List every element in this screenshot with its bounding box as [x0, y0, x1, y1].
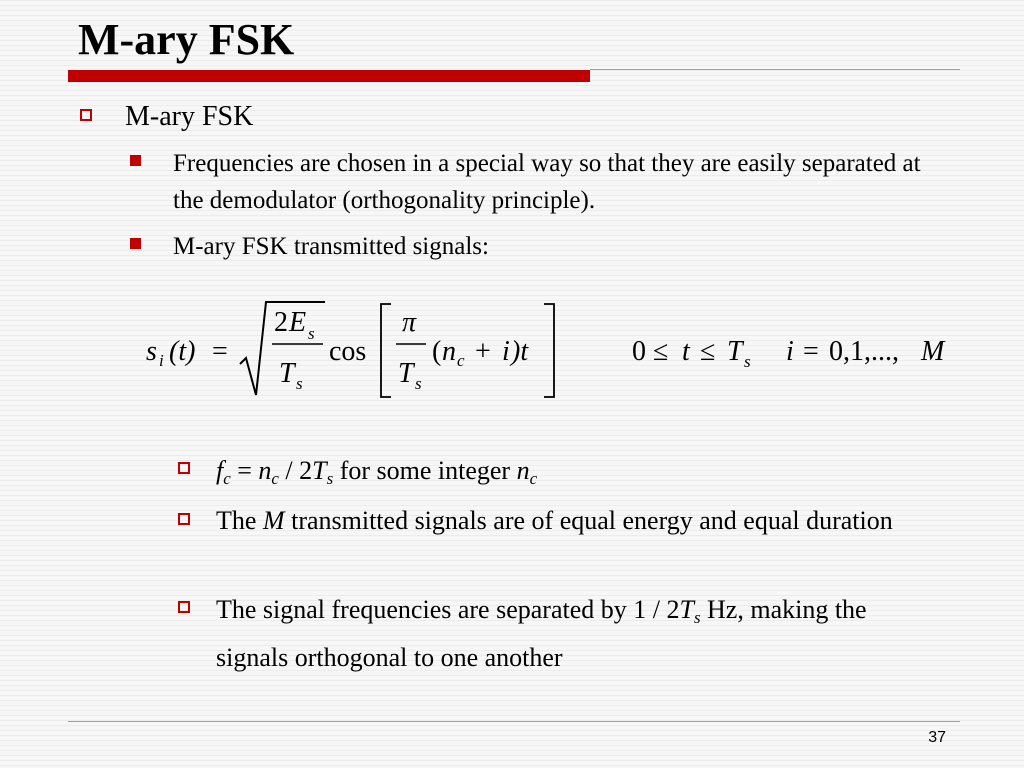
eq-le: ≤ — [653, 336, 669, 367]
nc2-n: n — [516, 456, 530, 485]
signal-equation — [146, 298, 966, 400]
left-bracket — [381, 304, 391, 397]
eq-cos: cos — [329, 336, 367, 367]
separation-fraction: 1 / 2 — [633, 595, 680, 624]
eq-le: ≤ — [700, 336, 716, 367]
eq-range-T-sub: s — [744, 352, 751, 371]
eq-pi: π — [402, 307, 417, 338]
eq-E: E — [289, 307, 307, 338]
bullet-level3-text — [216, 590, 936, 678]
fc-equals: = — [230, 456, 259, 485]
eq-n-sub: c — [457, 351, 465, 370]
title-underline-bar — [68, 70, 590, 82]
eq-plus: + — [475, 336, 491, 367]
hollow-square-icon — [80, 109, 92, 121]
eq-index-eq: = — [803, 336, 819, 367]
eq-t-arg: (t) — [169, 336, 196, 367]
eq-range-zero: 0 — [632, 336, 646, 367]
slide-title: M-ary FSK — [78, 15, 295, 64]
filled-square-icon — [130, 238, 141, 249]
bullet-level1-text: M-ary FSK — [125, 101, 254, 132]
bullet-level2-text: M-ary FSK transmitted signals: — [173, 233, 489, 260]
equal-energy-suffix: transmitted signals are of equal energy and equal duration — [284, 506, 893, 535]
eq-index-i: i — [786, 336, 794, 367]
eq-T: T — [279, 358, 295, 389]
eq-close-t: )t — [511, 336, 529, 367]
page-number: 37 — [928, 729, 946, 746]
eq-T-sub: s — [415, 374, 422, 393]
equal-energy-prefix: The — [216, 506, 263, 535]
eq-T-sub: s — [296, 374, 303, 393]
Ts-sub: s — [326, 469, 334, 489]
eq-s-sub: i — [159, 351, 164, 370]
hollow-square-icon — [178, 601, 190, 613]
eq-n: n — [442, 336, 456, 367]
separation-T: T — [679, 595, 694, 624]
eq-T: T — [398, 358, 414, 389]
separation-prefix: The signal frequencies are separated by — [216, 595, 634, 624]
bullet-level3-text — [216, 451, 537, 499]
fc-text: for some integer — [333, 456, 517, 485]
eq-index-M: M — [921, 336, 945, 367]
eq-range-t: t — [682, 336, 690, 367]
nc-n: n — [258, 456, 272, 485]
eq-s: s — [146, 336, 157, 367]
bullet-level3-text — [216, 501, 936, 541]
title-rule — [590, 69, 960, 70]
Ts-T: T — [312, 456, 327, 485]
divide-two: / 2 — [278, 456, 313, 485]
hollow-square-icon — [178, 513, 190, 525]
nc-sub: c — [271, 469, 279, 489]
fc-f: f — [216, 456, 224, 485]
eq-E-sub: s — [308, 324, 315, 343]
eq-i: i — [502, 336, 510, 367]
bullet-level2-text: Frequencies are chosen in a special way so that they are easily separated at the demodulator (orthogonality principle). — [173, 150, 921, 214]
eq-index-values: 0,1,..., — [829, 336, 899, 367]
eq-two: 2 — [274, 307, 288, 338]
eq-equals: = — [212, 336, 228, 367]
separation-T-sub: s — [693, 608, 701, 628]
equal-energy-M: M — [262, 506, 285, 535]
hollow-square-icon — [178, 462, 190, 474]
footer-rule — [68, 721, 960, 722]
eq-range-T: T — [727, 336, 743, 367]
filled-square-icon — [130, 155, 141, 166]
right-bracket — [544, 304, 554, 397]
eq-paren-open: ( — [432, 336, 442, 367]
separation-suffix: Hz, making the signals orthogonal to one another — [216, 595, 867, 673]
fc-sub: c — [223, 469, 231, 489]
nc2-sub: c — [529, 469, 538, 489]
